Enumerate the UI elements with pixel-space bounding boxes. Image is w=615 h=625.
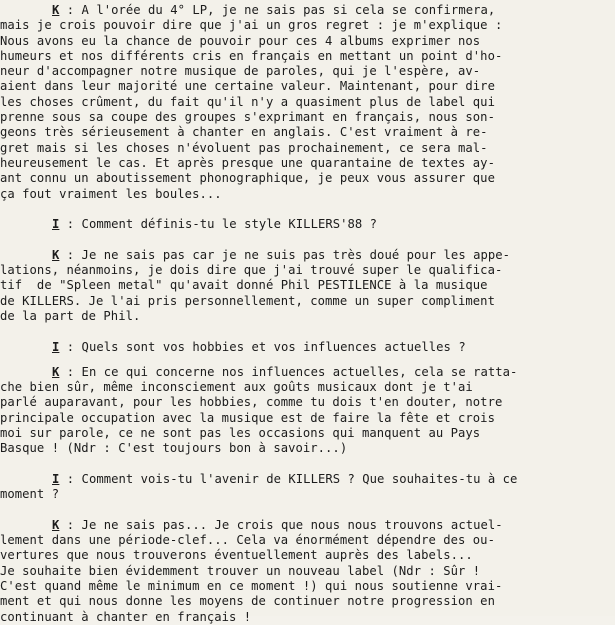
para4-line-0: K : Je ne sais pas... Je crois que nous nous trouvons actuel-: [52, 517, 503, 532]
para1-line-12: ça fout vraiment les boules...: [0, 186, 222, 201]
para3-line-0: K : En ce qui concerne nos influences actuelles, cela se ratta-: [52, 364, 518, 379]
speaker-k: K: [52, 247, 60, 262]
para3-line-1: che bien sûr, même inconsciement aux goûts musicaux dont je t'ai: [0, 380, 473, 395]
spacer: [0, 232, 615, 247]
question-3-line-0: I : Comment vois-tu l'avenir de KILLERS ? Que souhaites-tu à ce: [52, 471, 518, 486]
para4-line-2: vertures que nous trouverons éventuellement auprès des labels...: [0, 548, 473, 563]
para2-line-1: lations, néanmoins, je dois dire que j'ai trouvé super le qualifica-: [0, 263, 503, 278]
spacer: [0, 503, 615, 518]
para4-line-3: Je souhaite bien évidemment trouver un nouveau label (Ndr : Sûr !: [0, 563, 481, 578]
para1-line-8: geons très sérieusement à chanter en anglais. C'est vraiment à re-: [0, 125, 488, 140]
para1-line-11: ant connu un aboutissement phonographique, je peux vous assurer que: [0, 171, 495, 186]
para1-line-10: heureusement le cas. Et après presque une quarantaine de textes ay-: [0, 155, 495, 170]
question-3-line-1: moment ?: [0, 487, 60, 502]
speaker-k: K: [52, 3, 60, 17]
spacer: [0, 457, 615, 472]
para1-line-4: neur d'accompagner notre musique de paroles, qui je l'espère, av-: [0, 64, 481, 79]
para4-line-1: lement dans une période-clef... Cela va énormément dépendre des ou-: [0, 533, 495, 548]
para3-line-3: principale occupation avec la musique est de faire la fête et crois: [0, 410, 495, 425]
question-1: I : Comment définis-tu le style KILLERS'88 ?: [52, 217, 378, 232]
para3-line-5: Basque ! (Ndr : C'est toujours bon à savoir...): [0, 441, 348, 456]
para4-line-4: C'est quand même le minimum en ce moment !) qui nous soutienne vrai-: [0, 578, 503, 593]
para1-line-9: gret mais si les choses n'évoluent pas prochainement, ce sera mal-: [0, 140, 488, 155]
speaker-i: I: [52, 339, 60, 354]
speaker-i: I: [52, 471, 60, 486]
interview-text: [0, 3, 615, 625]
para1-line-0: K : A l'orée du 4° LP, je ne sais pas si cela se confirmera,: [52, 3, 496, 17]
para1-line-5: aient dans leur majorité une certaine valeur. Maintenant, pour dire: [0, 79, 495, 94]
para2-line-0: K : Je ne sais pas car je ne suis pas très doué pour les appe-: [52, 247, 511, 262]
para4-line-6: continuant à chanter en français !: [0, 609, 252, 624]
question-2: I : Quels sont vos hobbies et vos influences actuelles ?: [52, 339, 466, 354]
para2-line-4: de la part de Phil.: [0, 308, 141, 323]
para4-line-5: ment et qui nous donne les moyens de continuer notre progression en: [0, 594, 495, 609]
para2-line-3: de KILLERS. Je l'ai pris personnellement, comme un super compliment: [0, 293, 495, 308]
speaker-k: K: [52, 364, 60, 379]
speaker-k: K: [52, 517, 60, 532]
para2-line-2: tif de "Spleen metal" qu'avait donné Phil PESTILENCE à la musique: [0, 278, 488, 293]
spacer: [0, 324, 615, 339]
para1-line-2: Nous avons eu la chance de pouvoir pour ces 4 albums exprimer nos: [0, 33, 481, 48]
para1-line-3: humeurs et nos différents cris en français en mettant un point d'ho-: [0, 48, 503, 63]
para1-line-7: prenne sous sa coupe des groupes s'exprimant en français, nous son-: [0, 110, 495, 125]
spacer: [0, 355, 615, 365]
para1-line-6: les choses crûment, du fait qu'il n'y a quasiment plus de label qui: [0, 94, 495, 109]
para3-line-4: moi sur parole, ce ne sont pas les occasions qui manquent au Pays: [0, 426, 481, 441]
para3-line-2: parlé auparavant, pour les hobbies, comme tu dois t'en douter, notre: [0, 395, 503, 410]
para1-line-1: mais je crois pouvoir dire que j'ai un gros regret : je m'explique :: [0, 18, 503, 33]
spacer: [0, 202, 615, 217]
speaker-i: I: [52, 217, 60, 232]
